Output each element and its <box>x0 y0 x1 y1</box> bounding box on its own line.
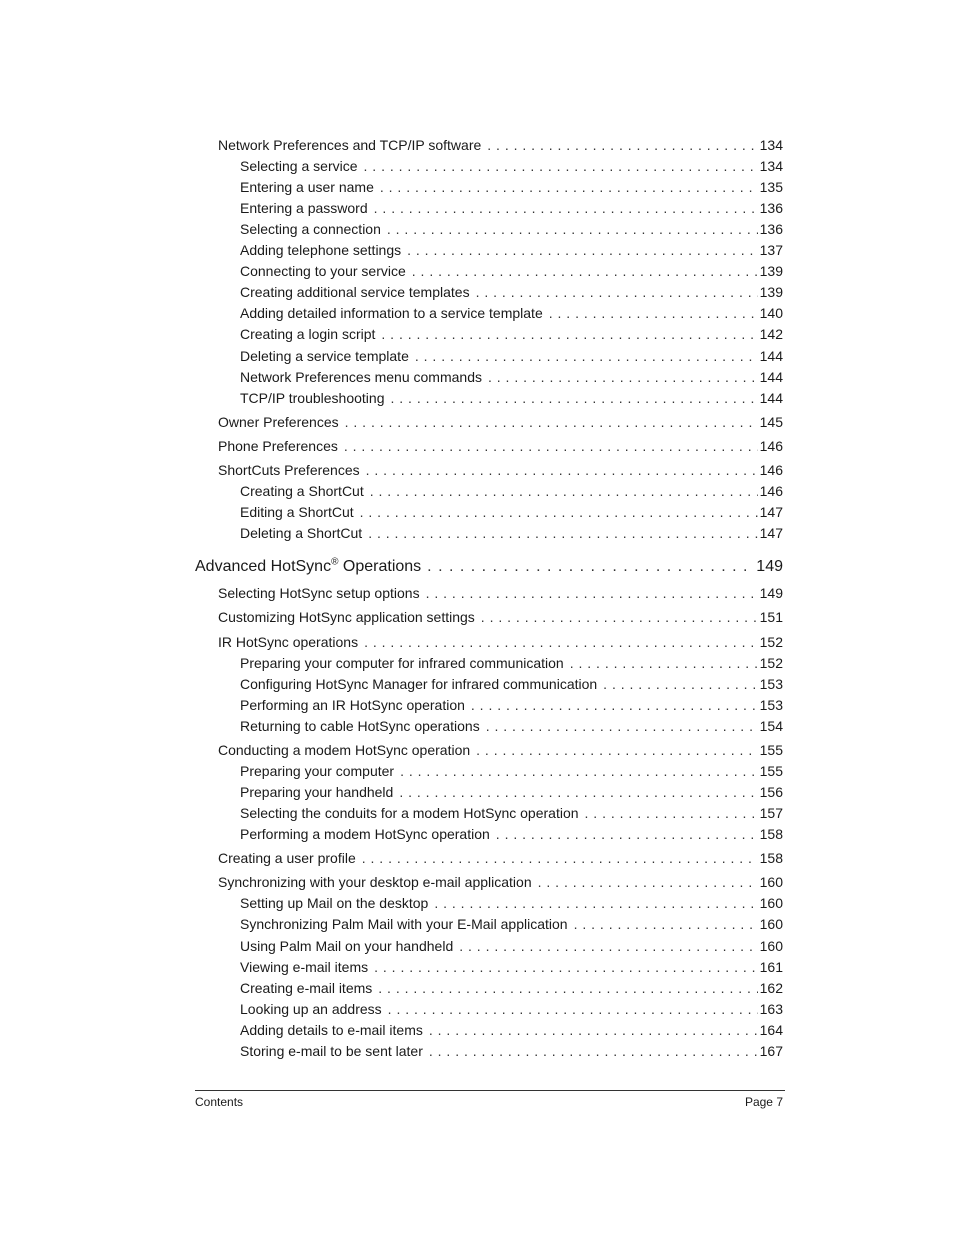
toc-entry-title-text: Preparing your computer for infrared communication <box>240 655 564 671</box>
toc-entry-title-text: Deleting a ShortCut <box>240 525 363 541</box>
toc-subsection-entry[interactable] <box>240 524 783 542</box>
toc-entry-title-text: Setting up Mail on the desktop <box>240 895 429 911</box>
toc-entry-title <box>195 557 421 577</box>
toc-subsection-entry[interactable] <box>240 199 783 217</box>
dot-leader <box>496 825 758 843</box>
toc-entry-title <box>240 915 568 933</box>
toc-entry-page-number: 144 <box>759 390 783 406</box>
toc-entry-title <box>240 199 368 217</box>
toc-entry-title-text: Adding detailed information to a service template <box>240 305 543 321</box>
toc-entry-page-number: 152 <box>759 655 783 671</box>
toc-entry-title-text: TCP/IP troubleshooting <box>240 390 385 406</box>
toc-entry-page-number: 149 <box>759 585 783 601</box>
toc-entry-title <box>240 1042 423 1060</box>
toc-entry-title-text: Owner Preferences <box>218 414 339 430</box>
toc-section-entry[interactable] <box>218 608 783 626</box>
toc-entry-page-number: 160 <box>759 895 783 911</box>
toc-entry-page-number: 155 <box>759 763 783 779</box>
toc-entry-page-number: 160 <box>759 874 783 890</box>
toc-entry-title-text: Configuring HotSync Manager for infrared communication <box>240 676 598 692</box>
toc-entry-page-number: 144 <box>759 369 783 385</box>
toc-chapter-entry[interactable] <box>195 557 783 577</box>
toc-entry-page-number: 146 <box>759 438 783 454</box>
toc-entry-title-text: Entering a user name <box>240 179 374 195</box>
toc-entry-title-text: Creating a user profile <box>218 850 356 866</box>
registered-mark: ® <box>331 556 339 568</box>
dot-leader <box>374 958 758 976</box>
toc-entry-title <box>218 849 356 867</box>
toc-entry-title-text: Selecting a service <box>240 158 358 174</box>
footer-section-label: Contents <box>195 1095 244 1109</box>
toc-entry-title <box>218 633 358 651</box>
toc-entry-page-number: 156 <box>759 784 783 800</box>
dot-leader <box>429 1021 758 1039</box>
toc-entry-title-text: Preparing your handheld <box>240 784 394 800</box>
toc-section-entry[interactable] <box>218 437 783 455</box>
toc-subsection-entry[interactable] <box>240 937 783 955</box>
toc-entry-title-text: Creating a ShortCut <box>240 483 364 499</box>
toc-entry-title <box>240 958 368 976</box>
toc-entry-page-number: 134 <box>759 158 783 174</box>
toc-entry-title <box>240 783 393 801</box>
toc-entry-title-text: Editing a ShortCut <box>240 504 354 520</box>
toc-entry-page-number: 158 <box>759 826 783 842</box>
toc-entry-page-number: 160 <box>759 938 783 954</box>
toc-entry-title <box>218 136 481 154</box>
toc-entry-page-number: 134 <box>759 137 783 153</box>
toc-entry-page-number: 147 <box>759 504 783 520</box>
footer-rule <box>195 1090 785 1091</box>
dot-leader <box>538 873 758 891</box>
dot-leader <box>380 178 758 196</box>
toc-section-entry[interactable] <box>218 849 783 867</box>
toc-entry-title <box>240 262 406 280</box>
toc-entry-title <box>240 894 428 912</box>
toc-entry-title-text: Conducting a modem HotSync operation <box>218 742 471 758</box>
toc-entry-title-text: Customizing HotSync application settings <box>218 609 475 625</box>
toc-subsection-entry[interactable] <box>240 283 783 301</box>
dot-leader <box>603 675 757 693</box>
toc-entry-title-text: Synchronizing with your desktop e-mail application <box>218 874 532 890</box>
toc-entry-title <box>218 584 420 602</box>
toc-subsection-entry[interactable] <box>240 241 783 259</box>
toc-entry-page-number: 139 <box>759 284 783 300</box>
toc-section-entry[interactable] <box>218 584 783 602</box>
toc-section-entry[interactable] <box>218 741 783 759</box>
toc-entry-page-number: 157 <box>759 805 783 821</box>
toc-entry-title <box>240 482 364 500</box>
dot-leader <box>549 304 758 322</box>
toc-entry-title-text: Advanced HotSync <box>195 558 332 575</box>
dot-leader <box>364 633 758 651</box>
toc-subsection-entry[interactable] <box>240 762 783 780</box>
toc-section-entry[interactable] <box>218 873 783 891</box>
toc-entry-title-text: Selecting the conduits for a modem HotSync operation <box>240 805 579 821</box>
toc-entry-page-number: 162 <box>759 980 783 996</box>
toc-subsection-entry[interactable] <box>240 825 783 843</box>
dot-leader <box>574 915 758 933</box>
toc-subsection-entry[interactable] <box>240 157 783 175</box>
toc-subsection-entry[interactable] <box>240 804 783 822</box>
toc-entry-page-number: 149 <box>756 558 783 575</box>
toc-subsection-entry[interactable] <box>240 894 783 912</box>
toc-subsection-entry[interactable] <box>240 304 783 322</box>
toc-entry-title-text: Creating e-mail items <box>240 980 373 996</box>
toc-entry-title-text: Selecting HotSync setup options <box>218 585 420 601</box>
toc-subsection-entry[interactable] <box>240 1042 783 1060</box>
dot-leader <box>570 654 758 672</box>
toc-entry-title <box>218 608 475 626</box>
toc-entry-title-text: Entering a password <box>240 200 368 216</box>
toc-subsection-entry[interactable] <box>240 654 783 672</box>
toc-entry-title-text: Deleting a service template <box>240 348 409 364</box>
dot-leader <box>399 783 757 801</box>
toc-entry-page-number: 151 <box>759 609 783 625</box>
toc-entry-page-number: 136 <box>759 200 783 216</box>
toc-entry-title <box>240 1021 423 1039</box>
toc-entry-title <box>240 157 358 175</box>
toc-entry-page-number: 153 <box>759 676 783 692</box>
toc-entry-title <box>218 741 470 759</box>
toc-entry-title <box>240 717 480 735</box>
toc-subsection-entry[interactable] <box>240 783 783 801</box>
toc-entry-page-number: 153 <box>759 697 783 713</box>
footer-page-number: Page 7 <box>744 1095 783 1109</box>
toc-entry-title <box>240 347 409 365</box>
toc-entry-title <box>240 762 394 780</box>
toc-entry-title-text: Adding details to e-mail items <box>240 1022 423 1038</box>
toc-entry-title <box>240 283 470 301</box>
toc-entry-title-text: ShortCuts Preferences <box>218 462 360 478</box>
toc-entry-title-text: Looking up an address <box>240 1001 382 1017</box>
toc-entry-page-number: 164 <box>759 1022 783 1038</box>
toc-subsection-entry[interactable] <box>240 178 783 196</box>
toc-entry-title-text: Creating additional service templates <box>240 284 470 300</box>
toc-entry-title-text: IR HotSync operations <box>218 634 359 650</box>
dot-leader <box>471 696 758 714</box>
toc-entry-title <box>240 178 374 196</box>
dot-leader <box>366 461 758 479</box>
toc-entry-title <box>240 696 465 714</box>
toc-entry-title-text: Phone Preferences <box>218 438 338 454</box>
toc-entry-title <box>240 241 401 259</box>
toc-entry-title <box>240 654 564 672</box>
dot-leader <box>387 220 758 238</box>
dot-leader <box>486 717 758 735</box>
dot-leader <box>344 437 758 455</box>
toc-section-entry[interactable] <box>218 633 783 651</box>
dot-leader <box>476 741 757 759</box>
toc-entry-page-number: 163 <box>759 1001 783 1017</box>
toc-entry-page-number: 160 <box>759 916 783 932</box>
toc-subsection-entry[interactable] <box>240 262 783 280</box>
dot-leader <box>374 199 758 217</box>
dot-leader <box>391 389 758 407</box>
toc-entry-title-text: Performing a modem HotSync operation <box>240 826 490 842</box>
dot-leader <box>400 762 758 780</box>
dot-leader <box>476 283 758 301</box>
dot-leader <box>378 979 757 997</box>
dot-leader <box>434 894 757 912</box>
toc-subsection-entry[interactable] <box>240 1021 783 1039</box>
toc-section-entry[interactable] <box>218 461 783 479</box>
toc-entry-title-text: Returning to cable HotSync operations <box>240 718 480 734</box>
toc-entry-title-suffix: Operations <box>338 558 422 575</box>
toc-entry-title-text: Performing an IR HotSync operation <box>240 697 465 713</box>
dot-leader <box>481 608 758 626</box>
toc-entry-title-text: Using Palm Mail on your handheld <box>240 938 454 954</box>
toc-subsection-entry[interactable] <box>240 1000 783 1018</box>
toc-entry-title-text: Synchronizing Palm Mail with your E-Mail application <box>240 916 568 932</box>
toc-entry-page-number: 139 <box>759 263 783 279</box>
toc-entry-title <box>240 979 372 997</box>
toc-entry-page-number: 154 <box>759 718 783 734</box>
toc-subsection-entry[interactable] <box>240 347 783 365</box>
toc-entry-title-text: Storing e-mail to be sent later <box>240 1043 423 1059</box>
dot-leader <box>487 136 757 154</box>
toc-entry-page-number: 142 <box>759 326 783 342</box>
toc-entry-title-text: Preparing your computer <box>240 763 395 779</box>
toc-entry-page-number: 147 <box>759 525 783 541</box>
toc-entry-title-text: Selecting a connection <box>240 221 381 237</box>
toc-entry-title-text: Viewing e-mail items <box>240 959 369 975</box>
toc-entry-title-text: Network Preferences and TCP/IP software <box>218 137 482 153</box>
toc-section-entry[interactable] <box>218 413 783 431</box>
toc-entry-title <box>240 825 490 843</box>
toc-subsection-entry[interactable] <box>240 958 783 976</box>
toc-entry-page-number: 146 <box>759 483 783 499</box>
toc-subsection-entry[interactable] <box>240 979 783 997</box>
dot-leader <box>345 413 758 431</box>
toc-entry-title-text: Creating a login script <box>240 326 376 342</box>
toc-entry-page-number: 146 <box>759 462 783 478</box>
toc-subsection-entry[interactable] <box>240 675 783 693</box>
toc-subsection-entry[interactable] <box>240 368 783 386</box>
dot-leader <box>415 347 758 365</box>
toc-entry-title <box>218 461 360 479</box>
dot-leader <box>381 325 757 343</box>
dot-leader <box>368 524 757 542</box>
toc-entry-title <box>240 220 381 238</box>
toc-subsection-entry[interactable] <box>240 503 783 521</box>
toc-subsection-entry[interactable] <box>240 482 783 500</box>
toc-entry-title <box>240 937 453 955</box>
dot-leader <box>488 368 758 386</box>
dot-leader <box>427 557 754 577</box>
toc-entry-title-text: Connecting to your service <box>240 263 406 279</box>
dot-leader <box>407 241 758 259</box>
toc-entry-title <box>240 524 362 542</box>
toc-subsection-entry[interactable] <box>240 696 783 714</box>
dot-leader <box>370 482 758 500</box>
toc-entry-page-number: 137 <box>759 242 783 258</box>
toc-entry-title <box>240 389 385 407</box>
toc-subsection-entry[interactable] <box>240 717 783 735</box>
toc-section-entry[interactable] <box>218 136 783 154</box>
toc-entry-title <box>218 413 339 431</box>
toc-entry-title <box>218 437 338 455</box>
toc-entry-title <box>240 304 543 322</box>
toc-entry-page-number: 152 <box>759 634 783 650</box>
toc-entry-title <box>218 873 532 891</box>
toc-entry-title <box>240 325 375 343</box>
toc-subsection-entry[interactable] <box>240 389 783 407</box>
toc-entry-title-text: Network Preferences menu commands <box>240 369 482 385</box>
toc-entry-page-number: 161 <box>759 959 783 975</box>
dot-leader <box>459 937 757 955</box>
toc-entry-page-number: 155 <box>759 742 783 758</box>
dot-leader <box>388 1000 758 1018</box>
dot-leader <box>585 804 758 822</box>
toc-entry-title <box>240 804 579 822</box>
dot-leader <box>426 584 758 602</box>
toc-entry-title <box>240 675 597 693</box>
dot-leader <box>360 503 758 521</box>
toc-entry-title-text: Adding telephone settings <box>240 242 402 258</box>
toc-subsection-entry[interactable] <box>240 915 783 933</box>
toc-entry-page-number: 145 <box>759 414 783 430</box>
toc-entry-page-number: 158 <box>759 850 783 866</box>
toc-entry-page-number: 144 <box>759 348 783 364</box>
dot-leader <box>412 262 758 280</box>
toc-entry-page-number: 167 <box>759 1043 783 1059</box>
toc-entry-title <box>240 1000 382 1018</box>
dot-leader <box>364 157 758 175</box>
toc-entry-page-number: 136 <box>759 221 783 237</box>
toc-subsection-entry[interactable] <box>240 220 783 238</box>
toc-entry-page-number: 135 <box>759 179 783 195</box>
dot-leader <box>362 849 758 867</box>
dot-leader <box>429 1042 758 1060</box>
toc-entry-page-number: 140 <box>759 305 783 321</box>
toc-subsection-entry[interactable] <box>240 325 783 343</box>
toc-entry-title <box>240 368 482 386</box>
toc-entry-title <box>240 503 354 521</box>
